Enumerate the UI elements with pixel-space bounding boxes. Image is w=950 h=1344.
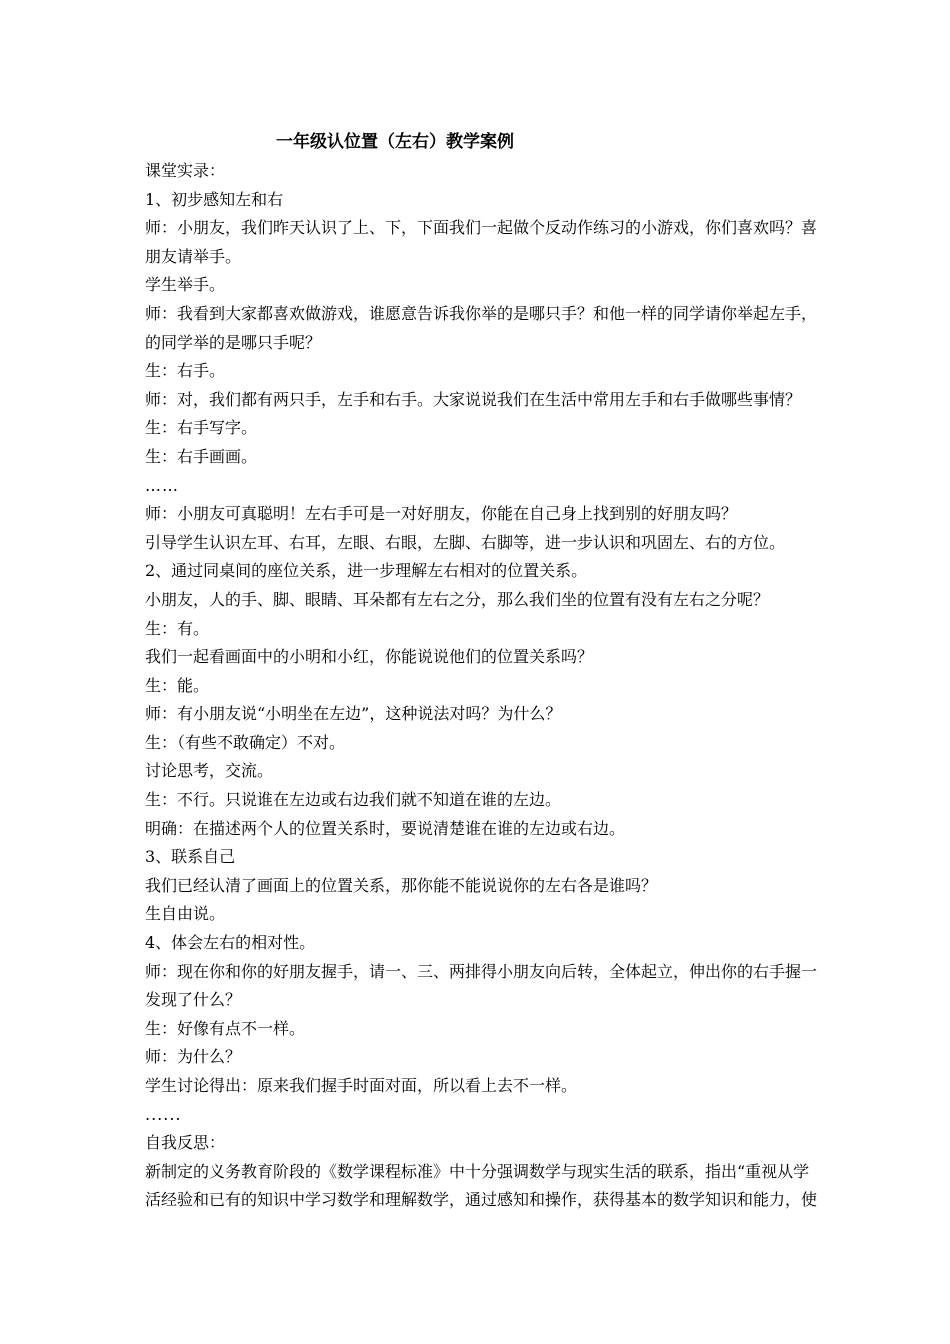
- text-line: 学生举手。: [145, 275, 226, 295]
- text-line: 讨论思考，交流。: [145, 761, 274, 781]
- text-line: 师：为什么？: [145, 1047, 242, 1067]
- text-line: 课堂实录：: [145, 161, 226, 180]
- text-line: 引导学生认识左耳、右耳，左眼、右眼，左脚、右脚等，进一步认识和巩固左、右的方位。: [145, 532, 786, 552]
- text-line: 师：小朋友，我们昨天认识了上、下，下面我们一起做个反动作练习的小游戏，你们喜欢吗？喜: [145, 218, 818, 238]
- text-line: 我们已经认清了画面上的位置关系，那你能不能说说你的左右各是谁吗？: [145, 875, 658, 895]
- text-line: 生：不行。只说谁在左边或右边我们就不知道在谁的左边。: [145, 790, 562, 810]
- text-line: 自我反思：: [145, 1133, 226, 1153]
- text-line: 我们一起看画面中的小明和小红，你能说说他们的位置关系吗？: [145, 647, 594, 667]
- text-line: 明确：在描述两个人的位置关系时，要说清楚谁在谁的左边或右边。: [145, 818, 626, 838]
- text-line: 师：我看到大家都喜欢做游戏，谁愿意告诉我你举的是哪只手？和他一样的同学请你举起左手，: [145, 303, 818, 323]
- text-line: 生：能。: [145, 675, 210, 695]
- text-line: 1、初步感知左和右: [145, 189, 284, 209]
- text-line: 3、联系自己: [145, 847, 236, 867]
- text-line: 生：右手画画。: [145, 446, 258, 466]
- text-line: 4、体会左右的相对性。: [145, 933, 316, 953]
- text-line: 发现了什么？: [145, 990, 242, 1010]
- text-line: 活经验和已有的知识中学习数学和理解数学，通过感知和操作，获得基本的数学知识和能力，使: [145, 1190, 818, 1210]
- text-line: ……: [145, 475, 179, 495]
- text-line: 师：有小朋友说“小明坐在左边”，这种说法对吗？为什么？: [145, 704, 562, 724]
- text-line: 的同学举的是哪只手呢？: [145, 332, 322, 352]
- text-line: 小朋友，人的手、脚、眼睛、耳朵都有左右之分，那么我们坐的位置有没有左右之分呢？: [145, 589, 770, 609]
- text-line: 生：右手。: [145, 361, 226, 381]
- text-line: 师：现在你和你的好朋友握手，请一、三、两排得小朋友向后转，全体起立，伸出你的右手握一: [145, 961, 818, 981]
- text-line: 师：对，我们都有两只手，左手和右手。大家说说我们在生活中常用左手和右手做哪些事情？: [145, 389, 802, 409]
- text-line: ......: [145, 1104, 182, 1124]
- text-line: 生：好像有点不一样。: [145, 1018, 306, 1038]
- text-line: 生：右手写字。: [145, 418, 258, 438]
- text-line: 生：（有些不敢确定）不对。: [145, 732, 346, 752]
- text-line: 新制定的义务教育阶段的《数学课程标准》中十分强调数学与现实生活的联系，指出“重视从学: [145, 1161, 810, 1181]
- text-line: 2、通过同桌间的座位关系，进一步理解左右相对的位置关系。: [145, 561, 588, 581]
- text-line: 师：小朋友可真聪明！左右手可是一对好朋友，你能在自己身上找到别的好朋友吗？: [145, 504, 738, 524]
- text-line: 朋友请举手。: [145, 246, 242, 266]
- text-line: 生：有。: [145, 618, 210, 638]
- text-line: 学生讨论得出：原来我们握手时面对面，所以看上去不一样。: [145, 1076, 578, 1095]
- text-line: 生自由说。: [145, 904, 226, 924]
- document-body: [145, 157, 950, 1215]
- document-title: 一年级认位置（左右）教学案例: [276, 132, 514, 152]
